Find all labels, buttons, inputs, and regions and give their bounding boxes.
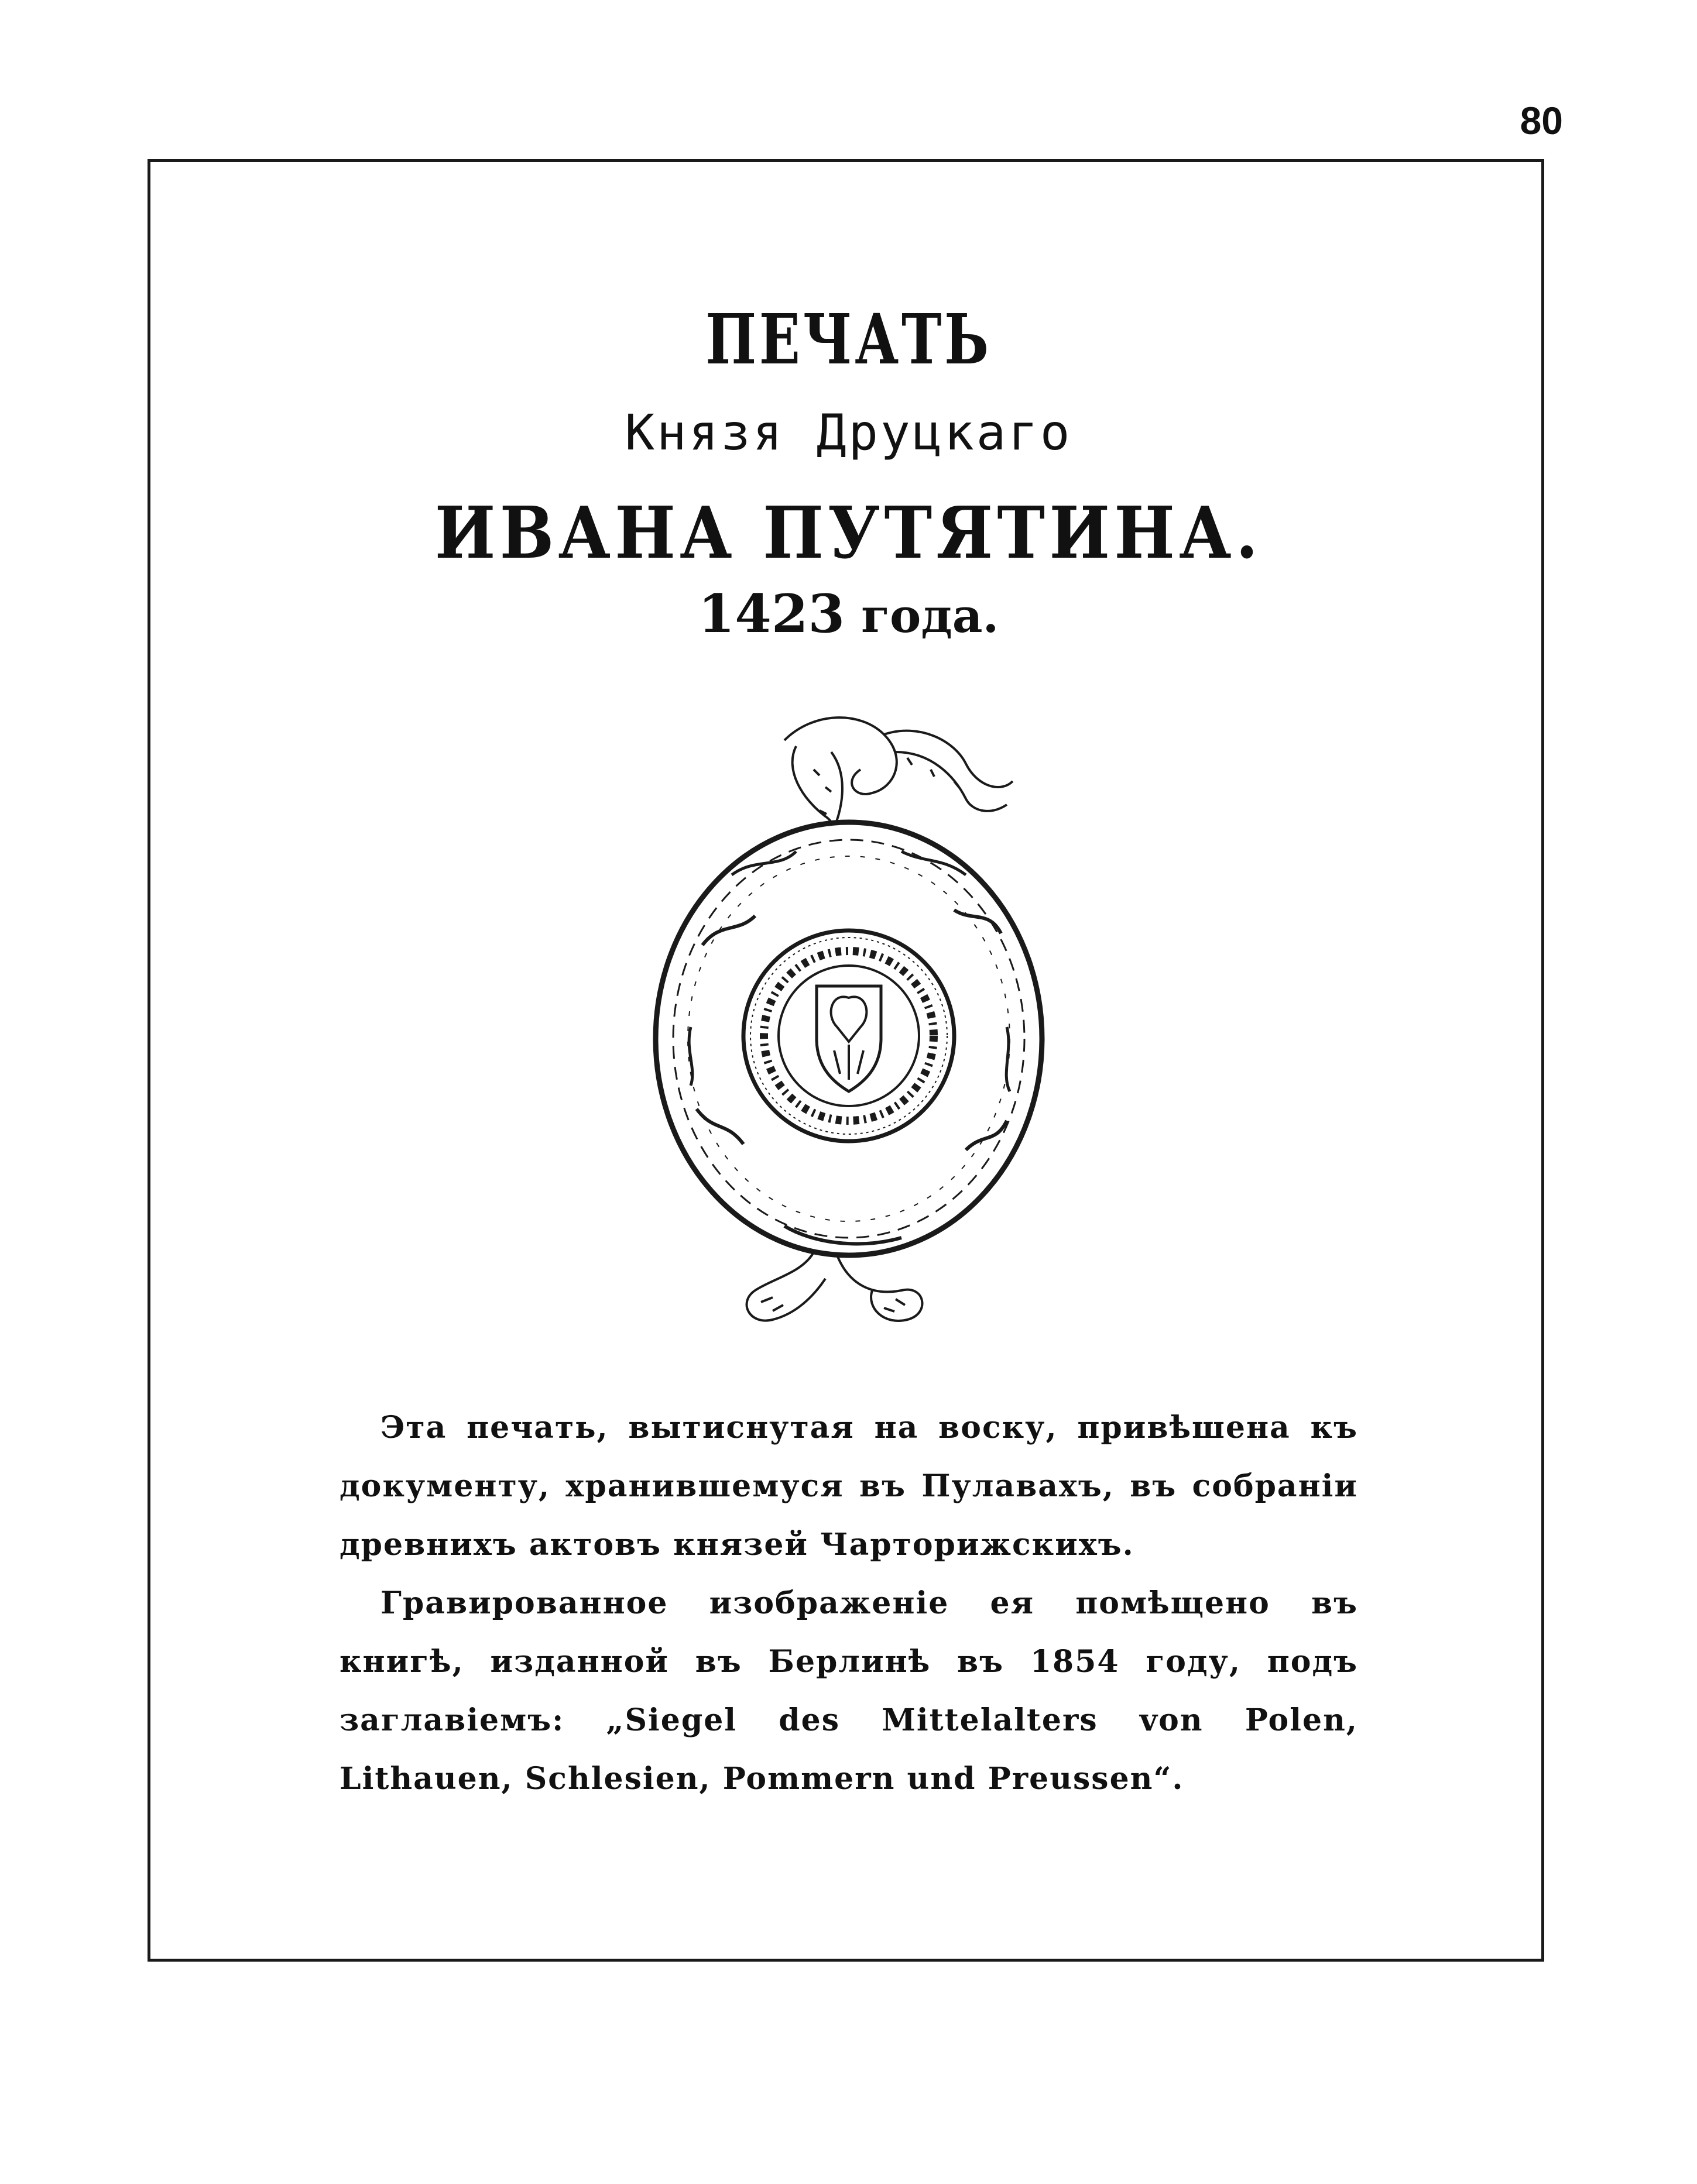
title-year [0, 583, 1697, 645]
wax-seal-illustration [638, 699, 1060, 1349]
year-number: 1423 [698, 583, 845, 645]
page-number: 80 [1520, 99, 1563, 142]
title-name: ИВАНА ПУТЯТИНА. [434, 490, 1263, 575]
seal-disc [743, 930, 954, 1141]
description-text [340, 1399, 1358, 1808]
seal-icon [638, 699, 1060, 1349]
paragraph-1: Эта печать, вытиснутая на воску, привѣшена къ документу, хранившемуся въ Пулавахъ, въ собраніи древнихъ актовъ князей Чарторижскихъ. [340, 1410, 1358, 1563]
paragraph-2: Гравированное изображеніе ея помѣщено въ книгѣ, изданной въ Берлинѣ въ 1854 году, подъ заглавіемъ: „Siegel des Mittelalters von Polen, Lithauen, Schlesien, Pommern und Preussen“. [340, 1585, 1358, 1797]
title-subtitle: Князя Друцкаго [625, 404, 1072, 461]
ribbon-bottom [747, 1252, 923, 1321]
year-suffix: года. [861, 588, 999, 643]
title-main: ПЕЧАТЬ [705, 298, 992, 380]
